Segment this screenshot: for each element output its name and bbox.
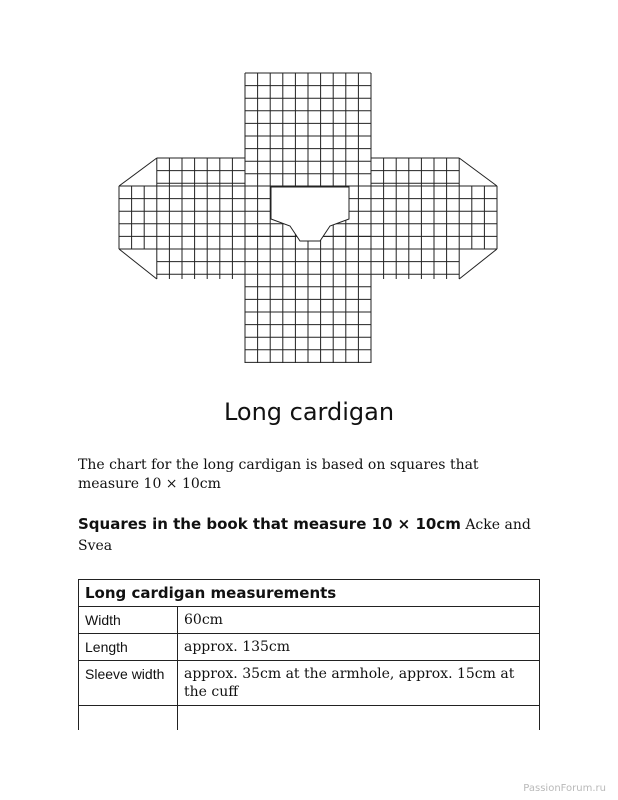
table-row [79, 661, 540, 706]
raglan-edge [119, 249, 157, 279]
row-value: 60cm [178, 607, 540, 634]
row-value: approx. 35cm at the armhole, approx. 15cm at the cuff [178, 661, 540, 706]
table-row-empty [79, 706, 540, 731]
row-label: Width [79, 607, 178, 634]
table-row [79, 634, 540, 661]
page-title: Long cardigan [223, 398, 395, 426]
row-label: Sleeve width [79, 661, 178, 706]
raglan-edge [459, 158, 497, 186]
measurements-table [78, 579, 540, 730]
row-label: Length [79, 634, 178, 661]
raglan-edge [459, 249, 497, 279]
cardigan-chart [0, 0, 618, 380]
watermark: PassionForum.ru [523, 783, 606, 794]
intro-paragraph: The chart for the long cardigan is based on squares that measure 10 × 10cm [78, 457, 479, 492]
squares-note-bold: Squares in the book that measure 10 × 10cm [78, 515, 461, 533]
raglan-edge [119, 158, 157, 186]
table-header: Long cardigan measurements [79, 580, 540, 607]
table-row [79, 607, 540, 634]
squares-note [78, 514, 538, 557]
row-value: approx. 135cm [178, 634, 540, 661]
squares-note-rest: Acke and Svea [78, 517, 531, 554]
